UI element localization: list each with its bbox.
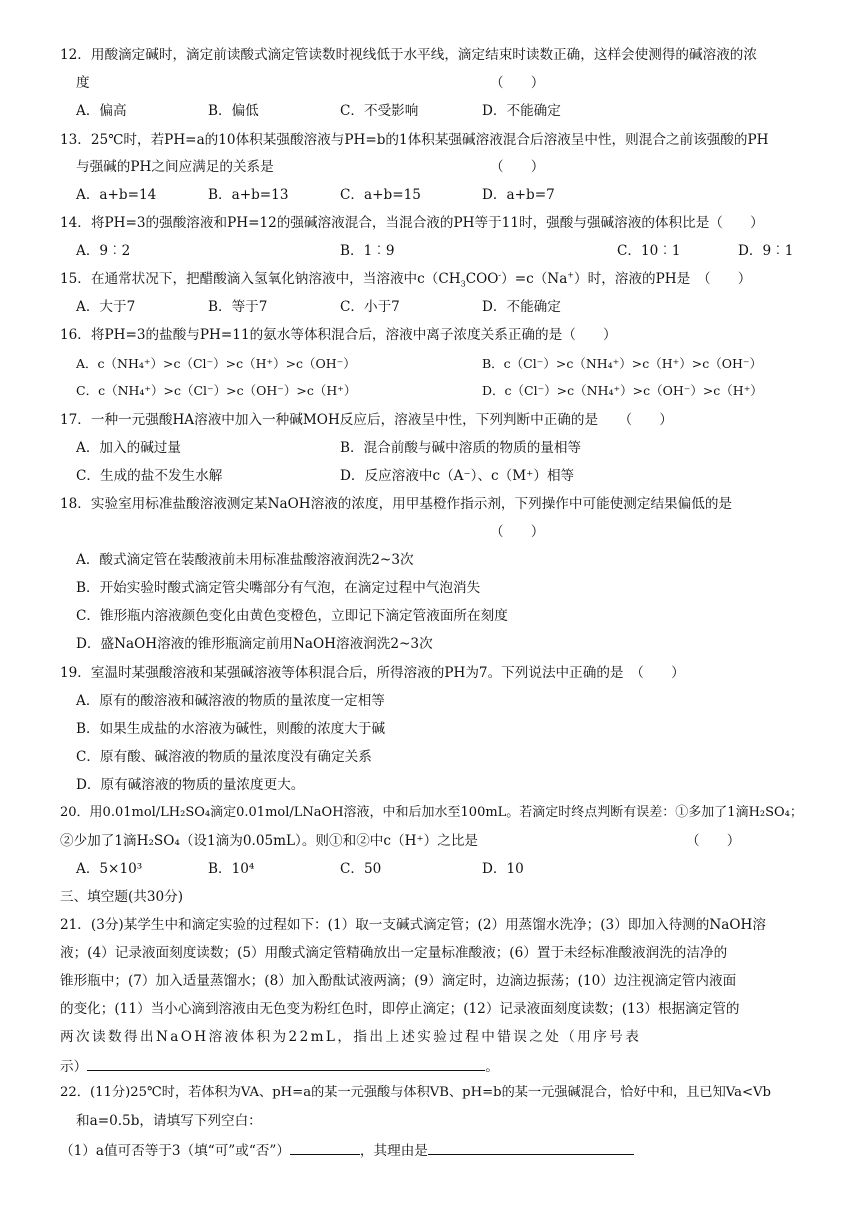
q21-line1: 21．(3分)某学生中和滴定实验的过程如下：(1）取一支碱式滴定管；(2）用蒸馏水洗净；(3）即加入待测的NaOH溶 [60,917,766,933]
q15-option-a: A．大于7 [76,299,136,315]
q16-option-d: D．c（Cl⁻）>c（NH₄⁺）>c（OH⁻）>c（H⁺） [482,383,763,398]
q15-option-d: D．不能确定 [482,299,561,315]
q13-option-a: A．a+b=14 [76,187,157,203]
q12-option-b: B．偏低 [208,103,259,119]
q20-stem-line1: 20．用0.01mol/LH₂SO₄滴定0.01mol/LNaOH溶液，中和后加水至100mL。若滴定时终点判断有误差：①多加了1滴H₂SO₄； [60,805,803,820]
q13-option-c: C．a+b=15 [340,187,421,203]
q19-stem: 19．室温时某强酸溶液和某强碱溶液等体积混合后，所得溶液的PH为7。下列说法中正确的是 （ ） [60,665,685,681]
q15-stem [60,269,751,289]
q21-last-line [60,1055,499,1075]
q17-stem: 17．一种一元强酸HA溶液中加入一种碱MOH反应后，溶液呈中性，下列判断中正确的是 （ ） [60,412,673,428]
q20-stem-line2: ②少加了1滴H₂SO₄（设1滴为0.05mL）。则①和②中c（H⁺）之比是 [60,833,479,849]
q12-option-d: D．不能确定 [482,103,561,119]
q16-option-b: B．c（Cl⁻）>c（NH₄⁺）>c（H⁺）>c（OH⁻） [482,356,762,371]
q21-last-suffix: 。 [485,1059,499,1075]
q15-stem-na: ）=c（Na [501,271,568,287]
q12-answer-paren: （ ） [490,75,545,91]
q18-stem: 18．实验室用标准盐酸溶液测定某NaOH溶液的浓度，用甲基橙作指示剂，下列操作中可能使测定结果偏低的是 [60,496,733,512]
q22-line3 [60,1139,634,1159]
q19-option-a: A．原有的酸溶液和碱溶液的物质的量浓度一定相等 [76,693,385,709]
q15-sup-minus: - [498,270,502,280]
q18-option-c: C．锥形瓶内溶液颜色变化由黄色变橙色，立即记下滴定管液面所在刻度 [76,608,508,624]
q15-stem-coo: COO [465,271,499,287]
q21-answer-blank[interactable] [87,1055,485,1071]
q12-option-a: A．偏高 [76,103,127,119]
q17-option-a: A．加入的碱过量 [76,440,181,456]
q21-line2: 液；(4）记录液面刻度读数；(5）用酸式滴定管精确放出一定量标准酸液；(6）置于未经标准酸液润洗的洁净的 [60,945,728,961]
q19-option-d: D．原有碱溶液的物质的量浓度更大。 [76,777,305,793]
q22-part1-prefix: （1）a值可否等于3（填“可”或“否”） [60,1143,290,1159]
section-heading: 三、填空题(共30分) [60,889,184,905]
q12-stem-line2: 度 [76,75,90,91]
q20-answer-paren: （ ） [686,833,741,849]
q19-option-b: B．如果生成盐的水溶液为碱性，则酸的浓度大于碱 [76,721,386,737]
q13-option-d: D．a+b=7 [482,187,555,203]
q17-option-c: C．生成的盐不发生水解 [76,468,223,484]
q16-option-a: A．c（NH₄⁺）>c（Cl⁻）>c（H⁺）>c（OH⁻） [76,356,356,371]
q18-option-b: B．开始实验时酸式滴定管尖嘴部分有气泡，在滴定过程中气泡消失 [76,580,481,596]
q17-option-b: B．混合前酸与碱中溶质的物质的量相等 [340,440,582,456]
q15-stem-prefix: 15．在通常状况下，把醋酸滴入氢氧化钠溶液中，当溶液中c（CH [60,271,461,287]
q17-option-d: D．反应溶液中c（A⁻）、c（M⁺）相等 [340,468,575,484]
q13-answer-paren: （ ） [490,159,545,175]
q22-part1-blank[interactable] [290,1139,360,1155]
q14-option-a: A．9︰2 [76,243,131,259]
q22-reason-blank[interactable] [428,1139,634,1155]
q15-sup-plus: + [567,270,575,280]
q19-option-c: C．原有酸、碱溶液的物质的量浓度没有确定关系 [76,749,372,765]
q21-last-prefix: 示） [60,1059,88,1075]
q21-line4: 的变化；(11）当小心滴到溶液由无色变为粉红色时，即停止滴定；(12）记录液面刻度读数；(13）根据滴定管的 [60,1001,740,1017]
q13-option-b: B．a+b=13 [208,187,289,203]
q15-option-b: B．等于7 [208,299,268,315]
q14-stem: 14．将PH=3的强酸溶液和PH=12的强碱溶液混合，当混合液的PH等于11时，强酸与强碱溶液的体积比是（ ） [60,215,764,231]
q13-stem-line2: 与强碱的PH之间应满足的关系是 [76,159,274,175]
q18-option-d: D．盛NaOH溶液的锥形瓶滴定前用NaOH溶液润洗2~3次 [76,636,433,652]
q14-option-c: C．10︰1 [617,243,681,259]
q12-option-c: C．不受影响 [340,103,419,119]
q20-option-a: A．5×10³ [76,861,143,877]
q13-stem-line1: 13．25℃时，若PH=a的10体积某强酸溶液与PH=b的1体积某强碱溶液混合后溶液呈中性，则混合之前该强酸的PH [60,132,769,148]
q15-sub-3: 3 [460,279,466,289]
q20-option-d: D．10 [482,861,524,877]
q20-option-c: C．50 [340,861,382,877]
q22-part1-mid: ，其理由是 [359,1143,428,1159]
q21-line3: 锥形瓶中；(7）加入适量蒸馏水；(8）加入酚酞试液两滴；(9）滴定时，边滴边振荡；(10）边注视滴定管内液面 [60,973,737,989]
q18-answer-paren: （ ） [490,524,545,540]
q14-option-d: D．9︰1 [738,243,794,259]
q20-option-b: B．10⁴ [208,861,255,877]
q15-stem-suffix: ）时，溶液的PH是 （ ） [574,271,752,287]
q21-line5: 两次读数得出NaOH溶液体积为22mL，指出上述实验过程中错误之处（用序号表 [60,1029,642,1045]
q12-stem-line1: 12．用酸滴定碱时，滴定前读酸式滴定管读数时视线低于水平线，滴定结束时读数正确，这样会使测得的碱溶液的浓 [60,47,757,63]
q16-option-c: C．c（NH₄⁺）>c（Cl⁻）>c（OH⁻）>c（H⁺） [76,383,357,398]
q22-line1: 22．(11分)25℃时，若体积为VA、pH=a的某一元强酸与体积VB、pH=b的某一元强碱混合，恰好中和，且已知Va<Vb [60,1085,771,1100]
q18-option-a: A．酸式滴定管在装酸液前未用标准盐酸溶液润洗2~3次 [76,552,414,568]
q14-option-b: B．1︰9 [340,243,395,259]
q16-stem: 16．将PH=3的盐酸与PH=11的氨水等体积混合后，溶液中离子浓度关系正确的是（ ） [60,327,617,343]
q15-option-c: C．小于7 [340,299,400,315]
q22-line2: 和a=0.5b，请填写下列空白： [76,1113,262,1129]
